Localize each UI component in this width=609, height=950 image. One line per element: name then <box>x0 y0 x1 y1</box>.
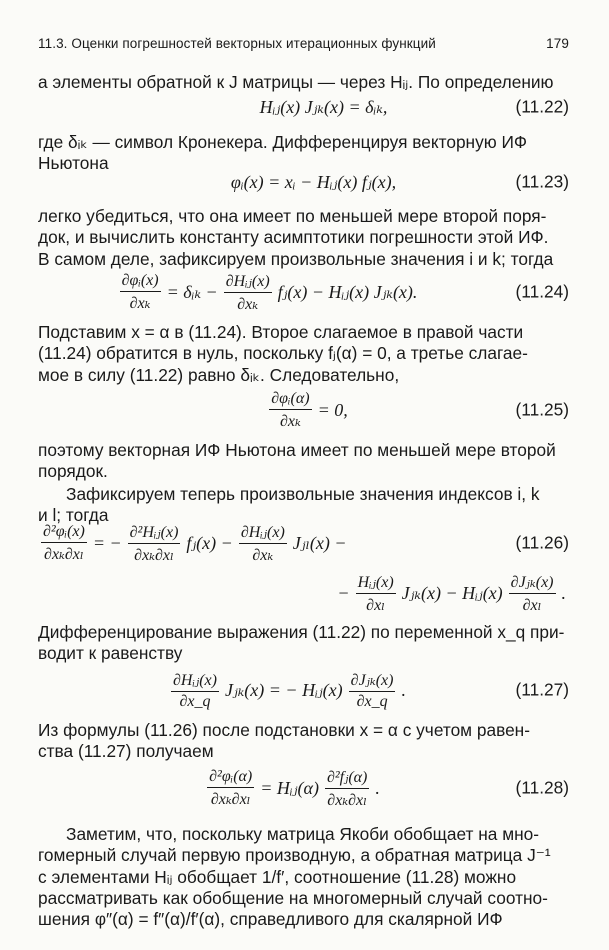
fraction <box>41 523 87 564</box>
equation-11-25 <box>38 384 569 436</box>
numerator: ∂²φᵢ(x) <box>41 523 87 543</box>
fraction <box>207 768 254 809</box>
text-line: водит к равенству <box>38 643 183 664</box>
text-line: легко убедиться, что она имеет по меньшей мере второй поря- <box>38 206 547 226</box>
numerator: ∂Hᵢⱼ(x) <box>224 271 272 293</box>
equation-term: fⱼ(x) − <box>186 532 233 553</box>
text-line: с элементами Hᵢⱼ обобщает 1/f′, соотношение (11.28) можно <box>38 866 517 887</box>
text-line: порядок. <box>38 461 108 482</box>
text-line: Дифференцирование выражения (11.22) по переменной x_q при- <box>38 622 565 642</box>
equation-term: fⱼ(x) − Hᵢⱼ(x) Jⱼₖ(x). <box>277 281 418 302</box>
section-title: 11.3. Оценки погрешностей векторных итерационных функций <box>38 36 436 51</box>
text-line: В самом деле, зафиксируем произвольные значения i и k; тогда <box>38 248 554 269</box>
equation-number: (11.27) <box>515 679 569 700</box>
equation-11-27 <box>38 664 569 716</box>
fraction <box>239 522 287 565</box>
equation-term: . <box>401 679 406 700</box>
paragraph-5 <box>38 440 569 483</box>
text-line: и l; тогда <box>38 505 109 526</box>
numerator: ∂Hᵢⱼ(x) <box>171 670 219 692</box>
denominator: ∂xₖ∂xₗ <box>134 546 174 564</box>
fraction <box>269 390 311 431</box>
numerator: ∂Hᵢⱼ(x) <box>239 522 287 544</box>
equation-number: (11.22) <box>515 96 569 117</box>
equation-term: = Hᵢⱼ(α) <box>260 777 319 798</box>
equation-number: (11.26) <box>515 532 569 553</box>
equation-number: (11.25) <box>515 399 569 420</box>
denominator: ∂x_q <box>356 692 388 710</box>
numerator: ∂²φᵢ(α) <box>207 768 254 788</box>
paragraph-4 <box>38 322 569 386</box>
denominator: ∂xₖ∂xₗ <box>327 791 368 809</box>
text-line: док, и вычислить константу асимптотики погрешности этой ИФ. <box>38 227 549 248</box>
equation-number: (11.24) <box>515 281 569 302</box>
equation-11-23 <box>38 164 569 200</box>
equation-11-26-line-1 <box>38 516 569 570</box>
denominator: ∂xₗ <box>522 596 542 614</box>
text-line: поэтому векторная ИФ Ньютона имеет по меньшей мере второй <box>38 440 556 460</box>
equation-term: Jⱼₗ(x) − <box>292 532 347 553</box>
equation-term: = δᵢₖ − <box>166 281 218 302</box>
equation-term: Jⱼₖ(x) − Hᵢⱼ(x) <box>401 582 503 603</box>
fraction <box>356 572 396 615</box>
fraction <box>128 522 181 565</box>
equation-11-28 <box>38 762 569 814</box>
denominator: ∂xₖ <box>237 295 259 313</box>
numerator: ∂²Hᵢⱼ(x) <box>128 522 181 544</box>
equation-11-24 <box>38 266 569 318</box>
text-line: шения φ″(α) = f″(α)/f′(α), справедливого для скалярной ИФ <box>38 909 503 930</box>
denominator: ∂xₗ <box>366 596 386 614</box>
fraction <box>349 670 396 711</box>
equation-term: = − <box>92 532 122 553</box>
page-number: 179 <box>546 36 569 51</box>
fraction <box>509 572 556 615</box>
equation-expression: Hᵢⱼ(x) Jⱼₖ(x) = δᵢₖ, <box>259 96 388 117</box>
equation-term: Jⱼₖ(x) = − Hᵢⱼ(x) <box>224 679 343 700</box>
text-line: Подставим x = α в (11.24). Второе слагаемое в правой части <box>38 322 524 342</box>
text-line: Зафиксируем теперь произвольные значения индексов i, k <box>66 484 540 504</box>
text-line: (11.24) обратится в нуль, поскольку fⱼ(α) = 0, а третье слагае- <box>38 343 528 364</box>
fraction <box>325 767 369 810</box>
denominator: ∂x_q <box>179 692 211 710</box>
equation-number: (11.23) <box>515 171 569 192</box>
equation-expression: φᵢ(x) = xᵢ − Hᵢⱼ(x) fⱼ(x), <box>230 171 397 192</box>
text-line: мое в силу (11.22) равно δᵢₖ. Следовательно, <box>38 364 400 385</box>
fraction <box>120 272 161 313</box>
denominator: ∂xₖ <box>252 546 274 564</box>
numerator: ∂Jⱼₖ(x) <box>349 670 396 692</box>
paragraph-8 <box>38 720 569 763</box>
fraction <box>171 670 219 711</box>
equation-term: = 0, <box>317 399 348 420</box>
fraction <box>224 271 272 314</box>
denominator: ∂xₖ∂xₗ <box>210 790 251 808</box>
equation-number: (11.28) <box>515 777 569 798</box>
numerator: ∂φᵢ(x) <box>120 272 161 292</box>
numerator: Hᵢⱼ(x) <box>356 572 396 594</box>
denominator: ∂xₖ <box>129 294 151 312</box>
text-line: Из формулы (11.26) после подстановки x = α с учетом равен- <box>38 720 530 740</box>
equation-11-26-line-2 <box>38 566 569 620</box>
equation-term: . <box>375 777 380 798</box>
text-line: гомерный случай первую производную, а обратная матрица J⁻¹ <box>38 845 551 866</box>
paragraph-9 <box>38 824 569 930</box>
equation-term: − <box>337 582 350 603</box>
text-line: Заметим, что, поскольку матрица Якоби обобщает на мно- <box>66 824 539 844</box>
text-line: где δᵢₖ — символ Кронекера. Дифференцируя векторную ИФ <box>38 132 528 152</box>
paragraph-3 <box>38 206 569 270</box>
text-line: ства (11.27) получаем <box>38 741 214 762</box>
paragraph-7 <box>38 622 569 665</box>
text-line: а элементы обратной к J матрицы — через Hᵢⱼ. По определению <box>38 72 554 92</box>
denominator: ∂xₖ∂xₗ <box>44 545 84 563</box>
numerator: ∂φᵢ(α) <box>269 390 311 410</box>
numerator: ∂²fⱼ(α) <box>325 767 369 789</box>
text-line: рассматривать как обобщение на многомерный случай соотно- <box>38 887 548 908</box>
denominator: ∂xₖ <box>280 412 301 430</box>
numerator: ∂Jⱼₖ(x) <box>509 572 556 594</box>
text-line: Ньютона <box>38 153 109 174</box>
equation-term: . <box>561 582 566 603</box>
equation-11-22 <box>38 88 569 126</box>
